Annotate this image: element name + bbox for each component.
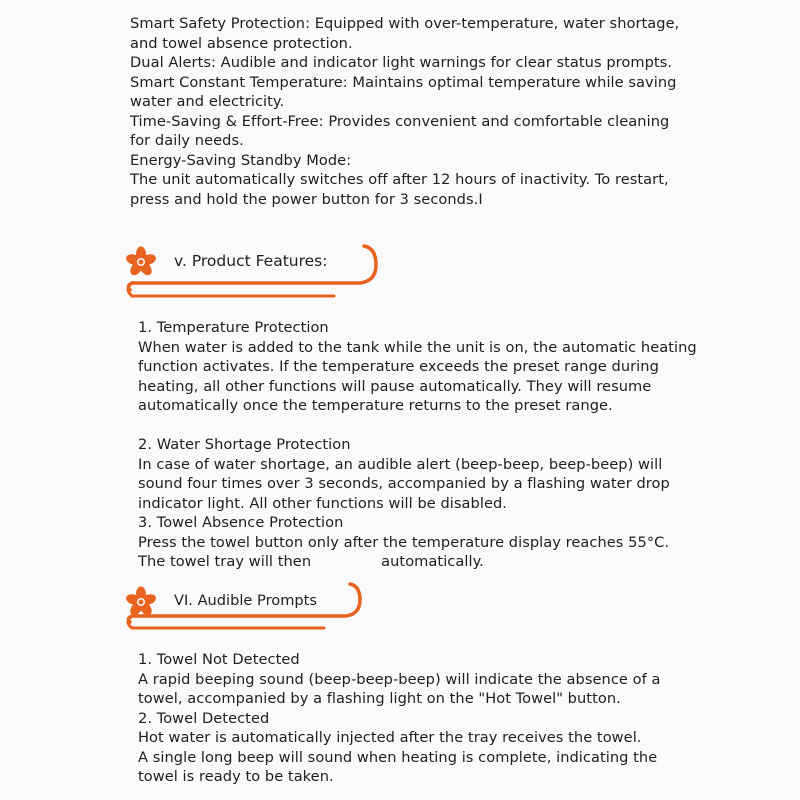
orange-flower-icon [124,580,374,640]
subheading: 2. Water Shortage Protection [138,436,351,453]
body-line: automatically once the temperature returns to the preset range. [138,397,613,414]
intro-line: for daily needs. [130,132,244,149]
subheading: 1. Temperature Protection [138,319,329,336]
body-line: A rapid beeping sound (beep-beep-beep) will indicate the absence of a [138,670,661,688]
intro-line: The unit automatically switches off after 12 hours of inactivity. To restart, [130,171,669,188]
intro-line: press and hold the power button for 3 seconds.I [130,190,483,208]
body-line [138,552,698,572]
intro-line: Time-Saving & Effort-Free: Provides convenient and comfortable cleaning [130,112,670,130]
body-line: sound four times over 3 seconds, accompanied by a flashing water drop [138,475,670,492]
body-line: indicator light. All other functions will be disabled. [138,494,507,512]
intro-text [130,14,690,209]
intro-line: water and electricity. [130,93,285,110]
body-line: When water is added to the tank while the unit is on, the automatic heating [138,338,697,356]
towel-not-detected [138,650,698,787]
body-line: Hot water is automatically injected after the tray receives the towel. [138,729,642,746]
body-line: towel is ready to be taken. [138,768,334,785]
intro-line: Energy-Saving Standby Mode: [130,151,352,169]
temperature-protection [138,318,698,416]
intro-line: Dual Alerts: Audible and indicator light warnings for clear status prompts. [130,54,673,71]
orange-flower-icon [124,240,386,304]
body-text: The towel tray will then [138,553,312,570]
intro-line: Smart Safety Protection: Equipped with over-temperature, water shortage, [130,15,680,32]
body-line: A single long beep will sound when heating is complete, indicating the [138,748,658,766]
subheading: 3. Towel Absence Protection [138,514,344,531]
water-shortage-protection [138,435,698,572]
subheading: 2. Towel Detected [138,709,270,727]
section-title: VI. Audible Prompts [174,592,318,609]
body-line: towel, accompanied by a flashing light on the "Hot Towel" button. [138,690,621,707]
intro-line: and towel absence protection. [130,34,353,52]
body-line: heating, all other functions will pause automatically. They will resume [138,377,652,395]
section-title: v. Product Features: [174,252,328,270]
section-heading-product-features [124,240,384,304]
intro-line: Smart Constant Temperature: Maintains optimal temperature while saving [130,73,677,91]
body-text: automatically. [381,553,484,570]
body-line: In case of water shortage, an audible alert (beep-beep, beep-beep) will [138,455,663,473]
section-heading-audible-prompts [124,580,374,644]
subheading: 1. Towel Not Detected [138,651,300,668]
body-line: function activates. If the temperature exceeds the preset range during [138,358,659,375]
body-line: Press the towel button only after the temperature display reaches 55°C. [138,533,670,551]
